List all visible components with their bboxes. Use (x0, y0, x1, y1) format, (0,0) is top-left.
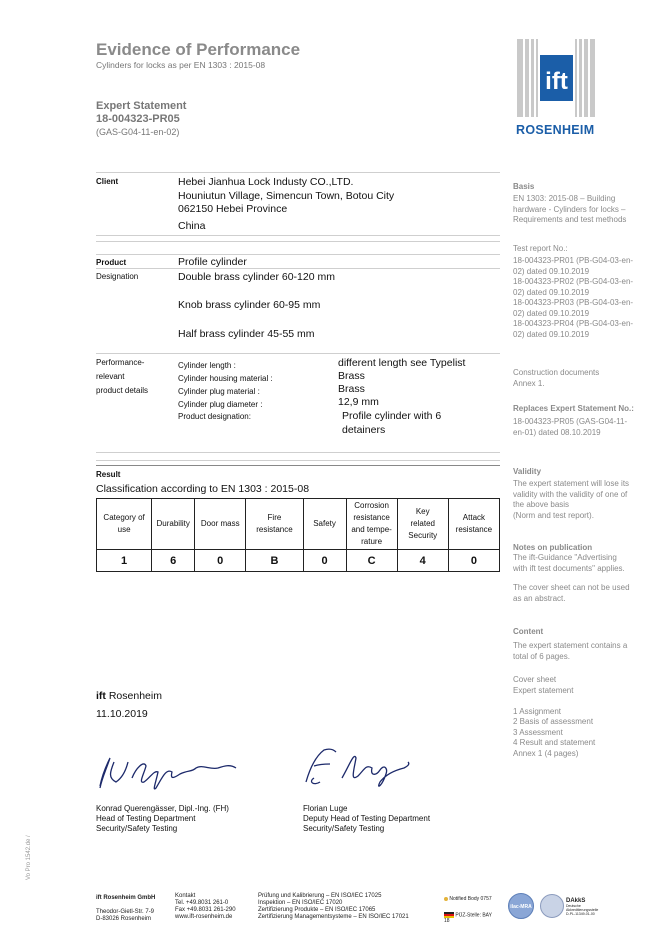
footer-contact: Kontakt Tel. +49.8031 261-0 Fax +49.8031 261-290 www.ift-rosenheim.de (175, 893, 236, 920)
product-label: Product (96, 258, 127, 267)
perf-row-label: Cylinder housing material : (178, 374, 273, 383)
designation-line: Double brass cylinder 60-120 mm (178, 271, 335, 283)
construction-docs: Construction documents Annex 1. (513, 368, 600, 388)
statement-label: Expert Statement (96, 100, 187, 112)
client-line: China (178, 220, 206, 232)
result-label: Result (96, 470, 121, 479)
notes-title: Notes on publication (513, 543, 593, 552)
product-value: Profile cylinder (178, 256, 247, 268)
divider (96, 452, 500, 453)
perf-row-value: Brass (338, 370, 365, 382)
table-header-row (97, 499, 500, 550)
statement-number: 18-004323-PR05 (96, 113, 180, 125)
footer-accreditation: Prüfung und Kalibrierung – EN ISO/IEC 17025 Inspektion – EN ISO/IEC 17020 Zertifizierung Produkte – EN ISO/IEC 17065 Zertifizierung Managementsysteme – EN ISO/IEC 17021 (258, 893, 409, 920)
table-header-cell: Fire resistance (246, 499, 303, 550)
notified-body-badge: Notified Body 0757 (444, 896, 496, 906)
table-header-cell: Key related Security (397, 499, 448, 550)
replaces-text: 18-004323-PR05 (GAS-G04-11- en-01) dated 08.10.2019 (513, 417, 628, 437)
ilac-mra-logo: ilac-MRA (508, 893, 534, 919)
basis-title: Basis (513, 182, 535, 191)
divider (96, 460, 500, 461)
designation-label: Designation (96, 272, 139, 281)
table-header-cell: Door mass (195, 499, 246, 550)
dakks-logo: DAkkS Deutsche Akkreditierungsstelle D-PL-11349-01-00 (566, 898, 599, 916)
signer-left-name: Konrad Querengässer, Dipl.-Ing. (FH) (96, 804, 229, 813)
table-value-cell: 1 (97, 550, 152, 572)
page-subtitle: Cylinders for locks as per EN 1303 : 2015-08 (96, 60, 266, 70)
client-line: Hebei Jianhua Lock Industy CO.,LTD. (178, 176, 354, 188)
content-text: The expert statement contains a total of 6 pages. (513, 641, 628, 661)
divider (96, 254, 500, 255)
divider (96, 172, 500, 173)
validity-text: The expert statement will lose its validity with the validity of one of the above basis (Norm and test report). (513, 479, 630, 520)
validity-title: Validity (513, 467, 542, 476)
table-header-cell: Attack resistance (448, 499, 499, 550)
perf-row-value: different length see Typelist (338, 357, 466, 369)
replaces-title: Replaces Expert Statement No.: (513, 404, 634, 413)
puz-badge: PÜZ-Stelle: BAY 18 (444, 912, 492, 925)
perf-row-value: detainers (342, 424, 386, 436)
test-report-list: 18-004323-PR01 (PB-G04-03-en- 02) dated 09.10.2019 18-004323-PR02 (PB-G04-03-en- 02) dated 09.10.2019 18-004323-PR03 (PB-G04-03-en- 02) dated 09.10.2019 18-004323-PR04 (PB-G04-03-en- 02) dated 09.10.2019 (513, 256, 634, 339)
content-toc: Cover sheet Expert statement 1 Assignment 2 Basis of assessment 3 Assessment 4 Result and statement Annex 1 (4 pages) (513, 675, 596, 758)
cover-note: The cover sheet can not be used as an abstract. (513, 583, 630, 603)
divider (96, 241, 500, 242)
dakks-seal-icon (540, 894, 564, 918)
perf-row-label: Cylinder plug material : (178, 387, 260, 396)
performance-label: relevant (96, 372, 125, 381)
divider (96, 465, 500, 466)
notes-text: The ift-Guidance "Advertising with ift test documents" applies. (513, 553, 625, 573)
signature-left (92, 748, 242, 798)
divider (96, 268, 500, 269)
table-value-cell: 0 (448, 550, 499, 572)
table-value-cell: C (346, 550, 397, 572)
signer-left-role: Head of Testing Department (96, 814, 196, 823)
logo-text: ROSENHEIM (516, 123, 595, 137)
signer-right-name: Florian Luge (303, 804, 348, 813)
table-header-cell: Durability (152, 499, 195, 550)
flag-icon (444, 912, 454, 918)
perf-row-label: Cylinder length : (178, 361, 236, 370)
divider (96, 235, 500, 236)
statement-code: (GAS-G04-11-en-02) (96, 127, 180, 137)
client-line: Houniutun Village, Simencun Town, Botou City (178, 190, 395, 202)
form-code: Vo Pro 1542.de / (26, 835, 32, 880)
performance-label: Performance- (96, 358, 145, 367)
test-report-title: Test report No.: (513, 244, 568, 253)
table-header-cell: Corrosion resistance and tempe- rature (346, 499, 397, 550)
ift-logo (515, 37, 596, 119)
table-header-cell: Category of use (97, 499, 152, 550)
designation-line: Knob brass cylinder 60-95 mm (178, 299, 321, 311)
ift-logo-mark: ift (545, 68, 568, 95)
signature-right (300, 742, 420, 792)
performance-label: product details (96, 386, 149, 395)
signoff-date: 11.10.2019 (96, 708, 148, 720)
footer-company: ift Rosenheim GmbH Theodor-Gietl-Str. 7-9 D-83026 Rosenheim (96, 895, 156, 922)
designation-line: Half brass cylinder 45-55 mm (178, 328, 315, 340)
perf-row-label: Product designation: (178, 412, 251, 421)
client-label: Client (96, 177, 119, 186)
signer-right-dept: Security/Safety Testing (303, 824, 385, 833)
perf-row-value: 12,9 mm (338, 396, 379, 408)
signoff-org: ift Rosenheim (96, 690, 162, 702)
star-icon (444, 897, 448, 901)
classification-table (96, 498, 500, 572)
table-value-cell: 0 (303, 550, 346, 572)
perf-row-value: Profile cylinder with 6 (342, 410, 442, 422)
table-value-row (97, 550, 500, 572)
perf-row-label: Cylinder plug diameter : (178, 400, 263, 409)
table-value-cell: B (246, 550, 303, 572)
signer-right-role: Deputy Head of Testing Department (303, 814, 431, 823)
signer-left-dept: Security/Safety Testing (96, 824, 178, 833)
basis-text: EN 1303: 2015-08 – Building hardware - Cylinders for locks – Requirements and test methods (513, 194, 627, 224)
table-header-cell: Safety (303, 499, 346, 550)
table-value-cell: 6 (152, 550, 195, 572)
perf-row-value: Brass (338, 383, 365, 395)
client-line: 062150 Hebei Province (178, 203, 288, 215)
table-value-cell: 4 (397, 550, 448, 572)
divider (96, 353, 500, 354)
page-title: Evidence of Performance (96, 40, 301, 59)
classification-title: Classification according to EN 1303 : 2015-08 (96, 483, 310, 495)
content-title: Content (513, 627, 544, 636)
table-value-cell: 0 (195, 550, 246, 572)
